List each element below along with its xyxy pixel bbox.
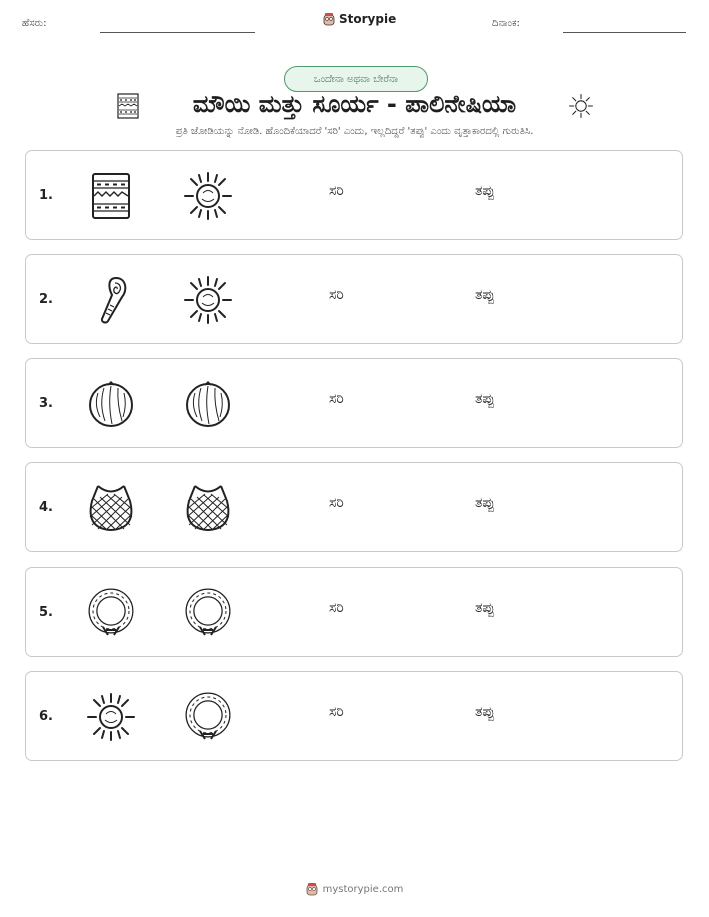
question-row — [25, 671, 683, 761]
answer-same-option[interactable]: ಸರಿ — [329, 391, 344, 407]
question-number: 6. — [39, 709, 53, 724]
storypie-logo — [323, 12, 396, 26]
carved-paddle-icon — [86, 275, 136, 325]
answer-different-option[interactable]: ತಪ್ಪು — [475, 600, 495, 616]
sun-icon — [183, 275, 233, 325]
rope-coil-icon — [86, 588, 136, 638]
question-row — [25, 462, 683, 552]
answer-different-option[interactable]: ತಪ್ಪು — [475, 704, 495, 720]
answer-different-option[interactable]: ತಪ್ಪು — [475, 495, 495, 511]
rope-coil-icon — [183, 692, 233, 742]
answer-different-option[interactable]: ತಪ್ಪು — [475, 391, 495, 407]
answer-same-option[interactable]: ಸರಿ — [329, 495, 344, 511]
question-number: 3. — [39, 396, 53, 411]
rope-coil-icon — [183, 588, 233, 638]
mascot-icon — [323, 12, 335, 26]
coconut-icon — [183, 379, 233, 429]
question-row — [25, 254, 683, 344]
sun-icon — [86, 692, 136, 742]
name-field-line[interactable] — [100, 32, 255, 33]
sun-icon — [183, 171, 233, 221]
question-row — [25, 358, 683, 448]
question-number: 1. — [39, 188, 53, 203]
answer-different-option[interactable]: ತಪ್ಪು — [475, 287, 495, 303]
net-bag-icon — [183, 483, 233, 533]
tapa-cloth-icon — [86, 171, 136, 221]
footer-url[interactable]: mystorypie.com — [322, 883, 404, 895]
date-field-line[interactable] — [563, 32, 686, 33]
sun-icon — [568, 93, 594, 119]
name-label: ಹೆಸರು: — [22, 18, 47, 29]
page-title: ಮೌಯಿ ಮತ್ತು ಸೂರ್ಯ - ಪಾಲಿನೇಷಿಯಾ — [192, 90, 517, 118]
question-row — [25, 150, 683, 240]
question-number: 2. — [39, 292, 53, 307]
answer-same-option[interactable]: ಸರಿ — [329, 287, 344, 303]
question-number: 4. — [39, 500, 53, 515]
worksheet-type-badge: ಒಂದೇನಾ ಅಥವಾ ಬೇರೆನಾ — [284, 66, 428, 92]
answer-same-option[interactable]: ಸರಿ — [329, 704, 344, 720]
footer — [0, 882, 709, 896]
coconut-icon — [86, 379, 136, 429]
instructions: ಪ್ರತಿ ಜೋಡಿಯನ್ನು ನೋಡಿ. ಹೊಂದಿಕೆಯಾದರೆ 'ಸರಿ' ಎಂದು, ಇಲ್ಲದಿದ್ದರೆ 'ತಪ್ಪು' ಎಂದು ವೃತ್ತಾಕಾರದಲ್ಲಿ ಗುರುತಿಸಿ. — [175, 126, 534, 137]
mascot-icon — [306, 882, 318, 896]
question-row — [25, 567, 683, 657]
answer-same-option[interactable]: ಸರಿ — [329, 600, 344, 616]
answer-same-option[interactable]: ಸರಿ — [329, 183, 344, 199]
brand-name: Storypie — [339, 12, 397, 26]
answer-different-option[interactable]: ತಪ್ಪು — [475, 183, 495, 199]
date-label: ದಿನಾಂಕ: — [492, 18, 520, 29]
net-bag-icon — [86, 483, 136, 533]
question-number: 5. — [39, 605, 53, 620]
